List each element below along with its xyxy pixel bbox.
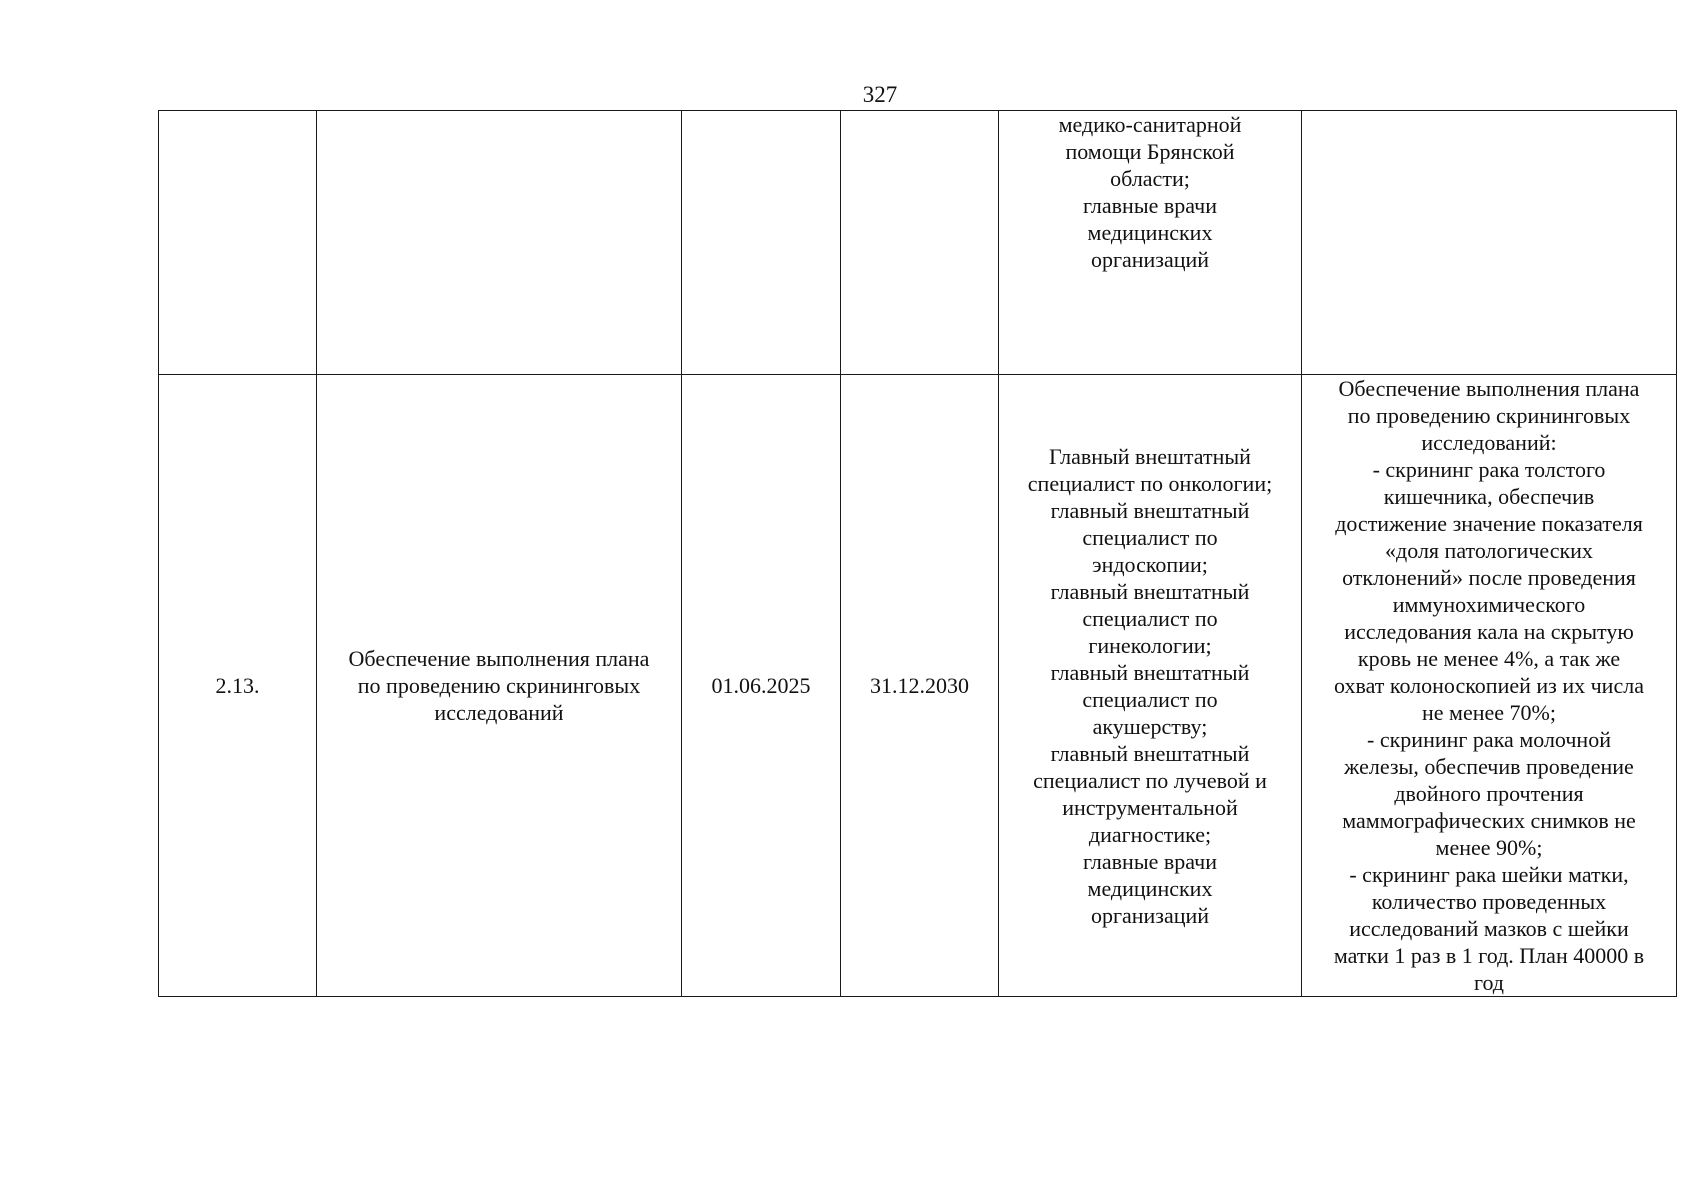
result-line: - скрининг рака молочной <box>1367 727 1611 752</box>
result-line: матки 1 раз в 1 год. План 40000 в <box>1333 943 1645 968</box>
result-line: железы, обеспечив проведение <box>1344 754 1634 779</box>
result-line: двойного прочтения <box>1394 781 1584 806</box>
responsible-line: специалист по <box>1082 524 1218 550</box>
result-line: «доля патологических <box>1385 538 1593 563</box>
result-line: - скрининг рака шейки матки, <box>1349 862 1629 887</box>
table-row-continuation <box>159 111 1677 375</box>
cell-start-date: 01.06.2025 <box>682 375 841 997</box>
cell-result <box>1302 375 1677 997</box>
responsible-line: помощи Брянской <box>1065 139 1235 164</box>
responsible-line: специалист по лучевой и <box>1033 767 1267 793</box>
responsible-line: главные врачи <box>1083 848 1217 874</box>
responsible-line: Главный внештатный <box>1049 443 1251 469</box>
responsible-line: специалист по <box>1082 605 1218 631</box>
table-row-2-13 <box>159 375 1677 997</box>
result-line: - скрининг рака толстого <box>1372 457 1606 482</box>
responsible-line: организаций <box>1090 902 1210 928</box>
result-line: Обеспечение выполнения плана <box>1338 376 1640 401</box>
responsible-line: главный внештатный <box>1050 740 1250 766</box>
cell-result <box>1302 111 1677 375</box>
responsible-line: диагностике; <box>1088 821 1212 847</box>
plan-table <box>158 110 1677 997</box>
responsible-line: организаций <box>1090 247 1210 272</box>
result-line: кишечника, обеспечив <box>1383 484 1595 509</box>
result-line: отклонений» после проведения <box>1342 565 1636 590</box>
result-line: количество проведенных <box>1371 889 1607 914</box>
result-line: кровь не менее 4%, а так же <box>1357 646 1621 671</box>
responsible-line: медицинских <box>1087 220 1213 245</box>
cell-number <box>159 111 317 375</box>
result-line: менее 90%; <box>1435 835 1543 860</box>
cell-name <box>317 111 682 375</box>
responsible-line: главный внештатный <box>1050 659 1250 685</box>
result-line: достижение значение показателя <box>1335 511 1643 536</box>
result-line: маммографических снимков не <box>1342 808 1636 833</box>
result-line: исследования кала на скрытую <box>1344 619 1634 644</box>
result-line: по проведению скрининговых <box>1347 403 1631 428</box>
responsible-line: главный внештатный <box>1050 578 1250 604</box>
name-line: исследований <box>434 700 564 725</box>
responsible-line: специалист по онкологии; <box>1027 470 1273 496</box>
cell-number: 2.13. <box>159 375 317 997</box>
responsible-line: области; <box>1110 166 1190 191</box>
responsible-line: медико-санитарной <box>1058 112 1242 137</box>
result-line: исследований мазков с шейки <box>1349 916 1629 941</box>
result-line: не менее 70%; <box>1422 700 1556 725</box>
result-line: исследований: <box>1421 430 1557 455</box>
responsible-line: главные врачи <box>1083 193 1217 218</box>
result-line: охват колоноскопией из их числа <box>1334 673 1644 698</box>
responsible-line: инструментальной <box>1062 794 1238 820</box>
name-line: Обеспечение выполнения плана <box>348 646 650 671</box>
cell-end-date: 31.12.2030 <box>841 375 999 997</box>
name-line: по проведению скрининговых <box>357 673 641 698</box>
cell-responsible <box>999 375 1302 997</box>
cell-responsible <box>999 111 1302 375</box>
page-number: 327 <box>862 82 898 107</box>
responsible-line: медицинских <box>1087 875 1213 901</box>
responsible-line: акушерству; <box>1092 713 1208 739</box>
result-line: иммунохимического <box>1392 592 1586 617</box>
responsible-line: эндоскопии; <box>1092 551 1208 577</box>
cell-name <box>317 375 682 997</box>
result-line: год <box>1473 970 1505 995</box>
responsible-line: гинекологии; <box>1088 632 1212 658</box>
responsible-line: специалист по <box>1082 686 1218 712</box>
cell-end-date <box>841 111 999 375</box>
responsible-line: главный внештатный <box>1050 497 1250 523</box>
cell-start-date <box>682 111 841 375</box>
